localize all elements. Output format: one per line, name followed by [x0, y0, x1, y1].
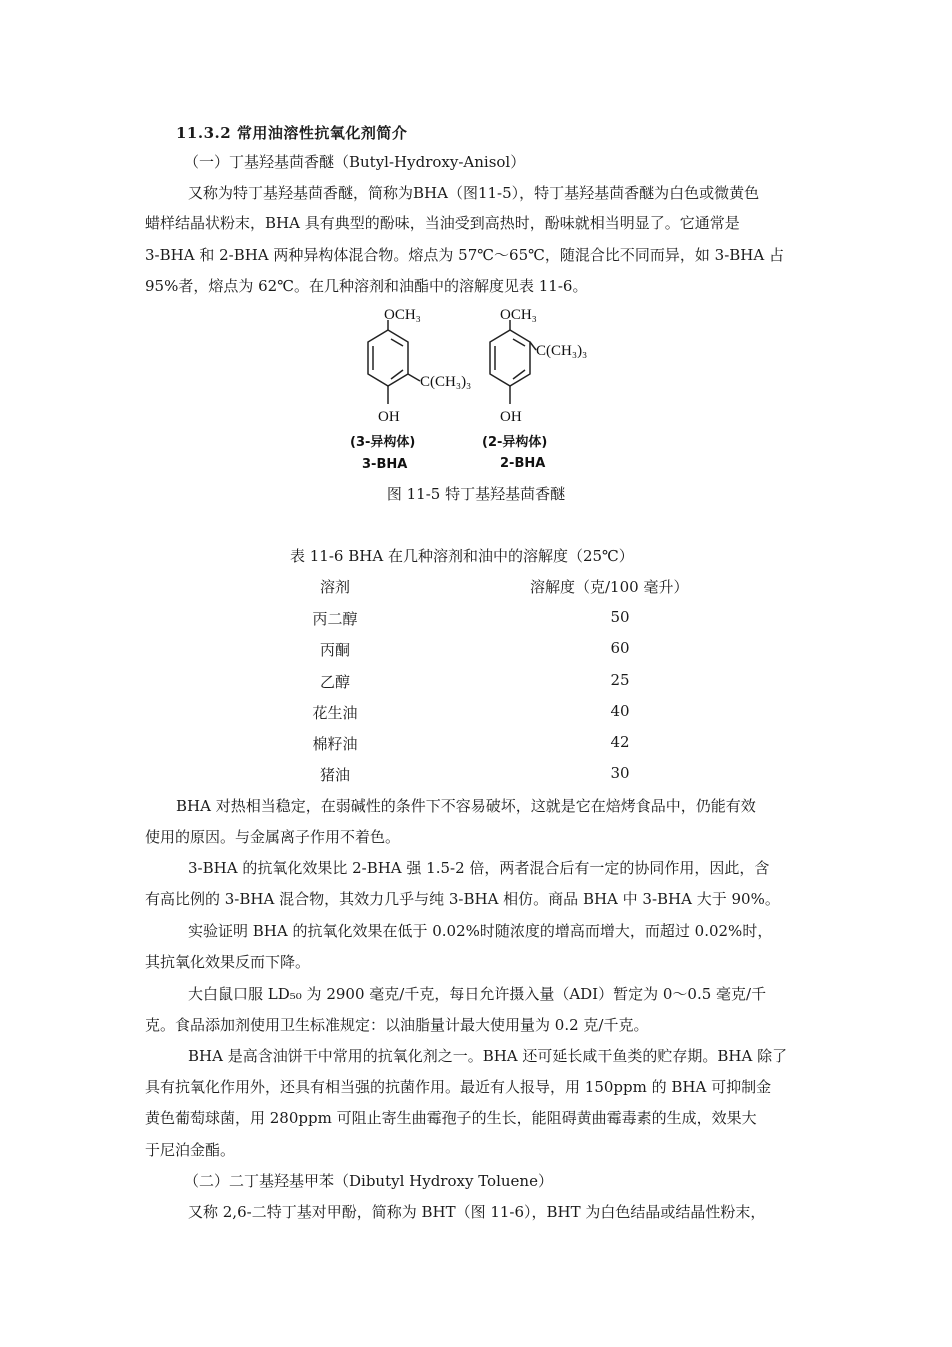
para6-line2: 具有抗氧化作用外，还具有相当强的抗菌作用。最近有人报导，用 150ppm 的 BHA 可抑制金 [145, 1078, 772, 1096]
table-caption: 表 11-6 BHA 在几种溶剂和油中的溶解度（25℃） [290, 547, 634, 565]
table-cell-value: 42 [610, 733, 630, 751]
section-heading: 11.3.2 常用油溶性抗氧化剂简介 [176, 124, 408, 142]
para2-line2: 使用的原因。与金属离子作用不着色。 [145, 828, 401, 846]
oh-label-right: OH [500, 409, 522, 425]
table-cell-solvent: 丙二醇 [312, 610, 358, 628]
table-cell-solvent: 乙醇 [319, 673, 350, 691]
para6-line1: BHA 是高含油饼干中常用的抗氧化剂之一。BHA 还可延长咸干鱼类的贮存期。BHA 除了 [188, 1047, 788, 1065]
oh-label-left: OH [378, 409, 400, 425]
para1-line3: 3-BHA 和 2-BHA 两种异构体混合物。熔点为 57℃～65℃，随混合比不同而异，如 3-BHA 占 [145, 246, 784, 264]
cch3-label-right: C(CH₃)₃ [536, 343, 588, 359]
table-cell-solvent: 丙酮 [319, 641, 350, 659]
benzene-ring-right [490, 330, 530, 386]
table-cell-value: 40 [610, 702, 630, 720]
isomer-name-left: 3-BHA [362, 457, 408, 472]
isomer-label-right: (2-异构体) [482, 435, 548, 450]
para3-line2: 有高比例的 3-BHA 混合物，其效力几乎与纯 3-BHA 相仿。商品 BHA 中 3-BHA 大于 90%。 [145, 890, 780, 908]
table-cell-value: 50 [610, 608, 630, 626]
benzene-ring-left [368, 330, 408, 386]
bha-structure-diagram [338, 300, 608, 478]
para2-line1: BHA 对热相当稳定，在弱碱性的条件下不容易破坏，这就是它在焙烤食品中，仍能有效 [176, 797, 756, 815]
table-header-solvent: 溶剂 [319, 578, 350, 596]
cch3-label-left: C(CH₃)₃ [420, 374, 472, 390]
table-header-solubility: 溶解度（克/100 毫升） [530, 578, 689, 596]
table-cell-value: 60 [610, 639, 630, 657]
isomer-name-right: 2-BHA [500, 456, 546, 471]
table-cell-solvent: 花生油 [312, 704, 358, 722]
para3-line1: 3-BHA 的抗氧化效果比 2-BHA 强 1.5-2 倍，两者混合后有一定的协同作用，因此，含 [188, 859, 770, 877]
para6-line3: 黄色葡萄球菌，用 280ppm 可阻止寄生曲霉孢子的生长，能阻碍黄曲霉毒素的生成，效果大 [145, 1109, 757, 1127]
para1-line1: 又称为特丁基羟基茴香醚，简称为BHA（图11-5），特丁基羟基茴香醚为白色或微黄色 [188, 184, 760, 202]
och3-label-left: OCH₃ [384, 307, 421, 323]
subsection-title-bha: （一）丁基羟基茴香醚（Butyl-Hydroxy-Anisol） [184, 153, 526, 171]
table-cell-solvent: 猪油 [319, 766, 350, 784]
isomer-label-left: (3-异构体) [350, 435, 416, 450]
och3-label-right: OCH₃ [500, 307, 537, 323]
bha-structure-figure [338, 300, 608, 478]
para4-line2: 其抗氧化效果反而下降。 [145, 953, 311, 971]
figure-caption: 图 11-5 特丁基羟基茴香醚 [386, 485, 566, 503]
para6-line4: 于尼泊金酯。 [145, 1141, 236, 1159]
para1-line2: 蜡样结晶状粉末，BHA 具有典型的酚味，当油受到高热时，酚味就相当明显了。它通常是 [145, 214, 740, 232]
subsection-title-bht: （二）二丁基羟基甲苯（Dibutyl Hydroxy Toluene） [184, 1172, 553, 1190]
para1-line4: 95%者，熔点为 62℃。在几种溶剂和油酯中的溶解度见表 11-6。 [145, 277, 588, 295]
table-cell-solvent: 棉籽油 [312, 735, 358, 753]
table-cell-value: 30 [610, 764, 630, 782]
para7-line1: 又称 2,6-二特丁基对甲酚，简称为 BHT（图 11-6），BHT 为白色结晶或结晶性粉末， [188, 1203, 766, 1221]
table-cell-value: 25 [610, 671, 630, 689]
para5-line1: 大白鼠口服 LD₅₀ 为 2900 毫克/千克，每日允许摄入量（ADI）暂定为 0～0.5 毫克/千 [188, 985, 767, 1003]
para5-line2: 克。食品添加剂使用卫生标准规定：以油脂量计最大使用量为 0.2 克/千克。 [145, 1016, 649, 1034]
para4-line1: 实验证明 BHA 的抗氧化效果在低于 0.02%时随浓度的增高而增大，而超过 0.02%时， [188, 922, 773, 940]
